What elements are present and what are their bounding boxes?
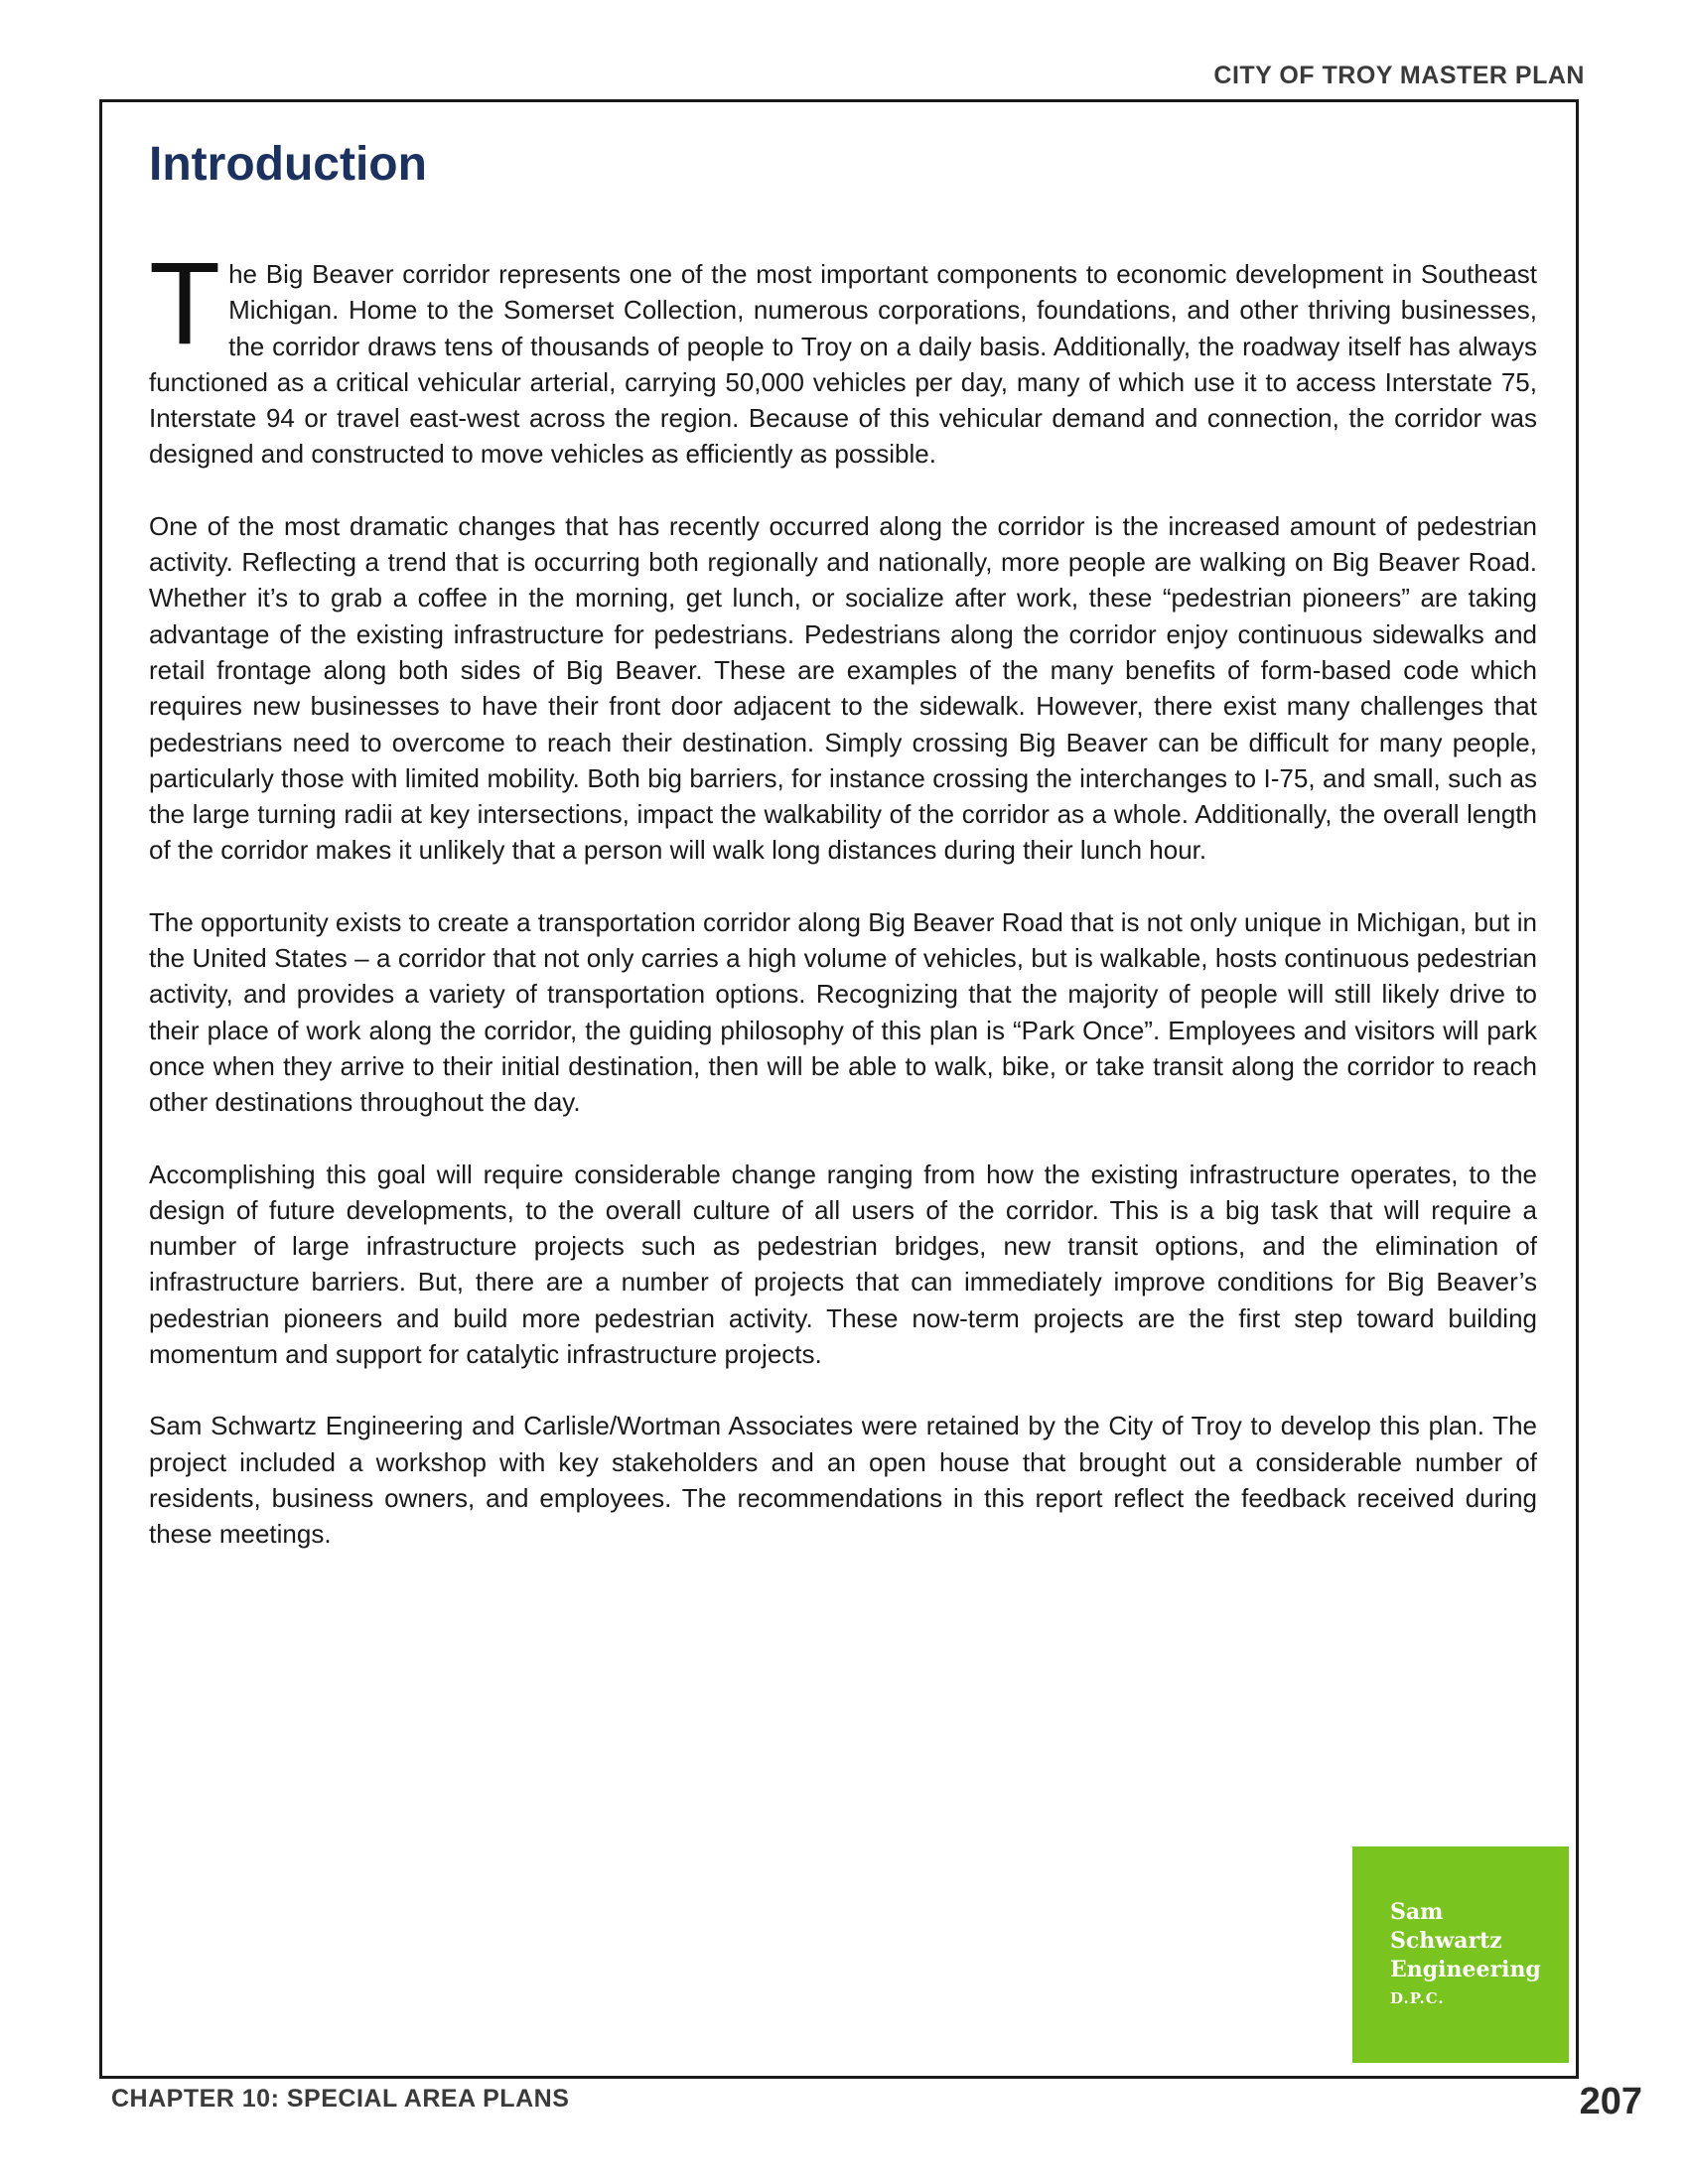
logo-line-dpc: D.P.C. — [1390, 1989, 1445, 2007]
intro-paragraph-4: Accomplishing this goal will require considerable change ranging from how the existing infrastructure operates, to the design of future developments, to the overall culture of all users of the corridor. This is a big task that will require a number of large infrastructure projects such as pedestrian bridges, new transit options, and the elimination of infrastructure barriers. But, there are a number of projects that can immediately improve conditions for Big Beaver’s pedestrian pioneers and build more pedestrian activity. These now-term projects are the first step toward building momentum and support for catalytic infrastructure projects. — [149, 1159, 1537, 1370]
logo-line-engineering: Engineering — [1390, 1957, 1541, 1982]
logo-line-sam: Sam — [1390, 1899, 1444, 1925]
intro-paragraph-5: Sam Schwartz Engineering and Carlisle/Wortman Associates were retained by the City of Troy to develop this plan. The project included a workshop with key stakeholders and an open house that brought out a considerable number of residents, business owners, and employees. The recommendations in this report reflect the feedback received during these meetings. — [149, 1411, 1537, 1550]
intro-paragraph-1-text: he Big Beaver corridor represents one of the most important components to economic development in Southeast Michigan. Home to the Somerset Collection, numerous corporations, foundations, and other thriving businesses, the corridor draws tens of thousands of people to Troy on a daily basis. Additionally, the roadway itself has always functioned as a critical vehicular arterial, carrying 50,000 vehicles per day, many of which use it to access Interstate 75, Interstate 94 or travel east-west across the region. Because of this vehicular demand and connection, the corridor was designed and constructed to move vehicles as efficiently as possible. — [149, 259, 1537, 470]
sam-schwartz-logo — [1352, 1846, 1569, 2063]
running-header: CITY OF TROY MASTER PLAN — [1213, 62, 1585, 89]
page-number: 207 — [1579, 2081, 1642, 2122]
intro-paragraph-3: The opportunity exists to create a transportation corridor along Big Beaver Road that is not only unique in Michigan, but in the United States – a corridor that not only carries a high volume of vehicles, but is walkable, hosts continuous pedestrian activity, and provides a variety of transportation options. Recognizing that the majority of people will still likely drive to their place of work along the corridor, the guiding philosophy of this plan is “Park Once”. Employees and visitors will park once when they arrive to their initial destination, then will be able to walk, bike, or take transit along the corridor to reach other destinations throughout the day. — [149, 906, 1537, 1118]
chapter-footer: CHAPTER 10: SPECIAL AREA PLANS — [111, 2085, 570, 2113]
drop-cap: T — [149, 238, 221, 369]
intro-paragraph-1 — [149, 238, 1537, 473]
page-title: Introduction — [149, 138, 427, 191]
body-text — [149, 238, 1537, 1588]
intro-paragraph-2: One of the most dramatic changes that has recently occurred along the corridor is the increased amount of pedestrian activity. Reflecting a trend that is occurring both regionally and nationally, more people are walking on Big Beaver Road. Whether it’s to grab a coffee in the morning, get lunch, or socialize after work, these “pedestrian pioneers” are taking advantage of the existing infrastructure for pedestrians. Pedestrians along the corridor enjoy continuous sidewalks and retail frontage along both sides of Big Beaver. These are examples of the many benefits of form-based code which requires new businesses to have their front door adjacent to the sidewalk. However, there exist many challenges that pedestrians need to overcome to reach their destination. Simply crossing Big Beaver can be difficult for many people, particularly those with limited mobility. Both big barriers, for instance crossing the interchanges to I-75, and small, such as the large turning radii at key intersections, impact the walkability of the corridor as a whole. Additionally, the overall length of the corridor makes it unlikely that a person will walk long distances during their lunch hour. — [149, 510, 1537, 866]
logo-line-schwartz: Schwartz — [1390, 1928, 1502, 1954]
